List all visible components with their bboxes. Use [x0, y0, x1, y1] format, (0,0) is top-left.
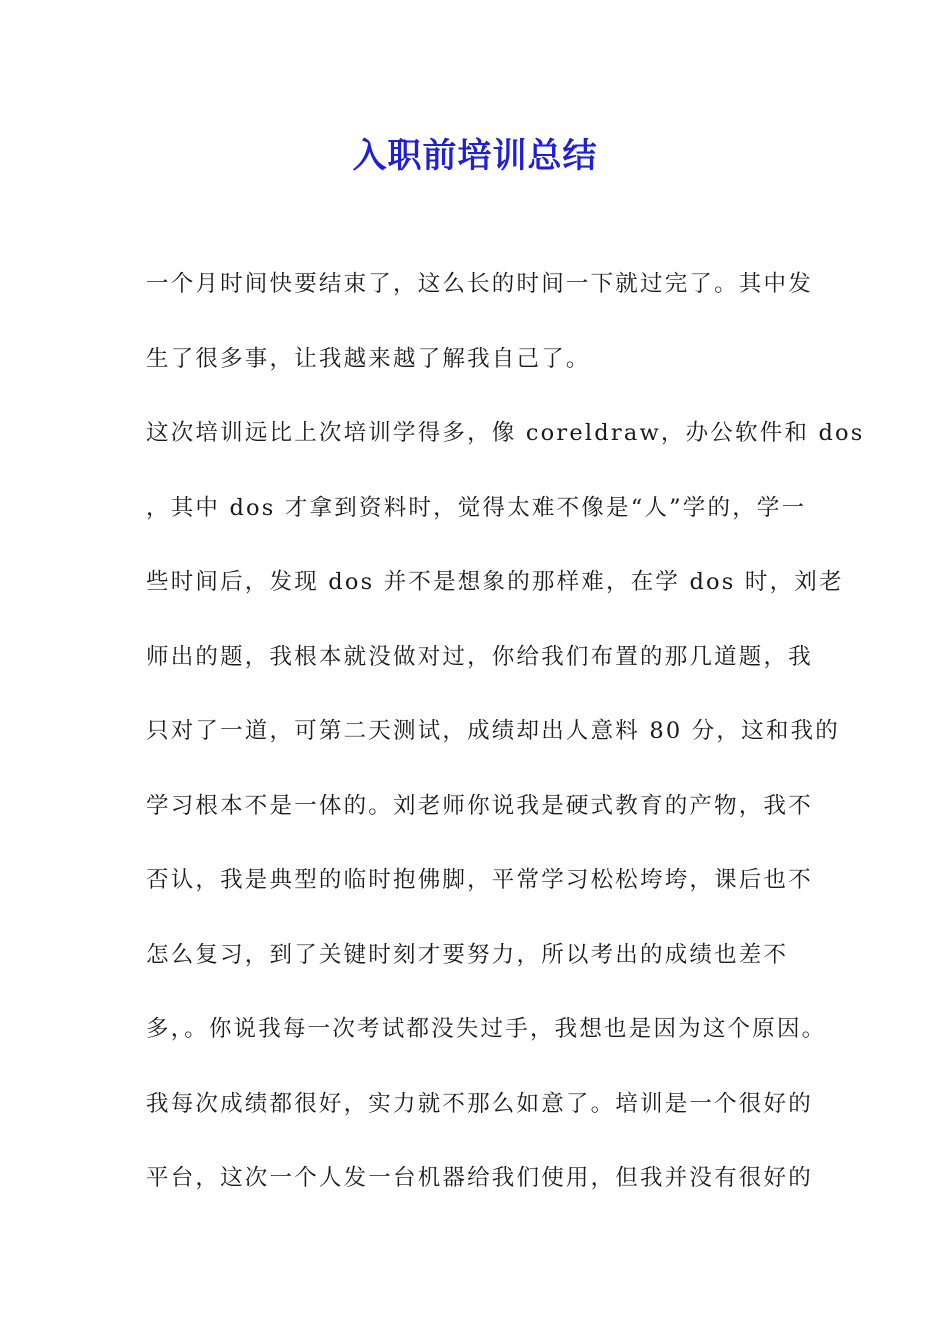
document-title: 入职前培训总结: [352, 136, 598, 176]
body-line: 学习根本不是一体的。刘老师你说我是硬式教育的产物，我不: [146, 792, 813, 819]
body-line: 平台，这次一个人发一台机器给我们使用，但我并没有很好的: [146, 1165, 813, 1191]
body-line: 否认，我是典型的临时抱佛脚，平常学习松松垮垮，课后也不: [146, 867, 813, 893]
body-line: 一个月时间快要结束了，这么长的时间一下就过完了。其中发: [146, 271, 813, 297]
body-line: 这次培训远比上次培训学得多，像 coreldraw，办公软件和 dos: [146, 420, 865, 446]
body-line: ，其中 dos 才拿到资料时，觉得太难不像是“人”学的，学一: [146, 494, 807, 521]
body-line: 怎么复习，到了关键时刻才要努力，所以考出的成绩也差不: [146, 941, 789, 968]
body-line: 多，。你说我每一次考试都没失过手，我想也是因为这个原因。: [146, 1016, 827, 1042]
document-body: [146, 262, 865, 1231]
body-line: 师出的题，我根本就没做对过，你给我们布置的那几道题，我: [146, 643, 813, 670]
body-line: 些时间后，发现 dos 并不是想象的那样难，在学 dos 时，刘老: [146, 569, 844, 595]
body-line: 只对了一道，可第二天测试，成绩却出人意料 80 分，这和我的: [146, 718, 840, 744]
body-line: 生了很多事，让我越来越了解我自己了。: [146, 345, 591, 372]
body-line: 我每次成绩都很好，实力就不那么如意了。培训是一个很好的: [146, 1090, 813, 1117]
